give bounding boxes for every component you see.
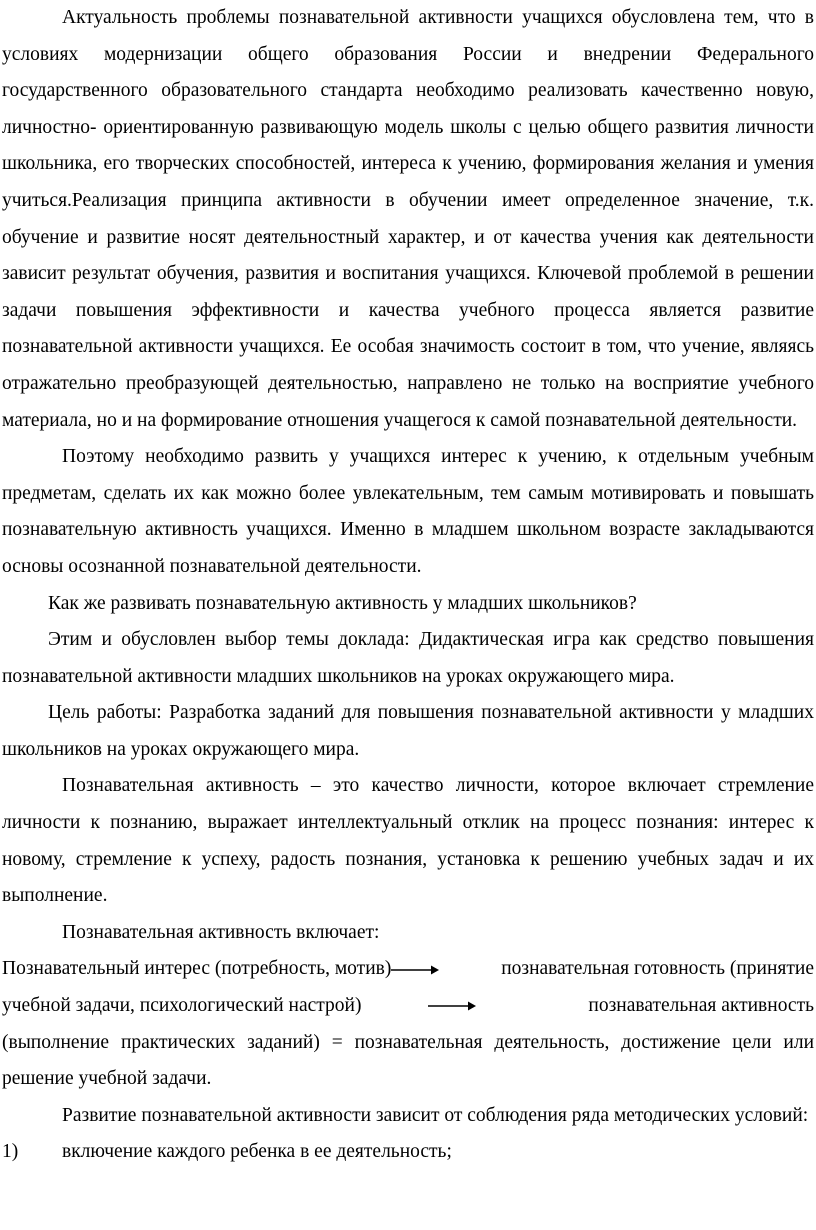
activity-schema [2, 951, 814, 1097]
paragraph-definition: Познавательная активность – это качество личности, которое включает стремление личности к познанию, выражает интеллектуальный отклик на процесс познания: интерес к новому, стремление к успеху, радость познания, установка к решению учебных задач и их выполнение. [2, 775, 814, 907]
list-item-number: 1) [2, 1141, 19, 1163]
paragraph-goal: Цель работы: Разработка заданий для повышения познавательной активности у младших школьников на уроках окружающего мира. [2, 702, 814, 760]
paragraph-relevance: Актуальность проблемы познавательной активности учащихся обусловлена тем, что в условиях модернизации общего образования России и внедрении Федерального государственного образовательного стандарта необходимо реализовать качественно новую, личностно- ориентированную развивающую модель школы с целью общего развития личности школьника, его творческих способностей, интереса к учению, формирования желания и умения учиться.Реализация принципа активности в обучении имеет определенное значение, т.к. обучение и развитие носят деятельностный характер, и от качества учения как деятельности зависит результат обучения, развития и воспитания учащихся. Ключевой проблемой в решении задачи повышения эффективности и качества учебного процесса является развитие познавательной активности учащихся. Ее особая значимость состоит в том, что учение, являясь отражательно преобразующей деятельностью, направлено не только на восприятие учебного материала, но и на формирование отношения учащегося к самой познавательной деятельности. [2, 7, 814, 431]
document-page [2, 0, 814, 1171]
schema-row-1 [2, 951, 814, 988]
schema-readiness: познавательная готовность (принятие [501, 958, 814, 980]
arrow-right-icon [391, 964, 439, 976]
list-item [2, 1134, 814, 1171]
paragraph-question: Как же развивать познавательную активность у младших школьников? [48, 592, 637, 614]
arrow-right-icon [428, 1000, 476, 1012]
schema-task: учебной задачи, психологический настрой) [2, 995, 362, 1017]
paragraph-conditions: Развитие познавательной активности зависит от соблюдения ряда методических условий: [62, 1104, 809, 1126]
paragraph-topic: Этим и обусловлен выбор темы доклада: Дидактическая игра как средство повышения познавательной активности младших школьников на уроках окружающего мира. [2, 629, 814, 687]
list-item-text: включение каждого ребенка в ее деятельность; [62, 1141, 452, 1163]
schema-activity: познавательная активность [588, 995, 814, 1017]
schema-interest: Познавательный интерес (потребность, мотив) [2, 958, 392, 980]
schema-result: (выполнение практических заданий) = познавательная деятельность, достижение цели или решение учебной задачи. [2, 1031, 814, 1090]
paragraph-includes: Познавательная активность включает: [62, 921, 380, 943]
schema-row-2 [2, 988, 814, 1025]
paragraph-therefore: Поэтому необходимо развить у учащихся интерес к учению, к отдельным учебным предметам, сделать их как можно более увлекательным, тем самым мотивировать и повышать познавательную активность учащихся. Именно в младшем школьном возрасте закладываются основы осознанной познавательной деятельности. [2, 446, 814, 577]
